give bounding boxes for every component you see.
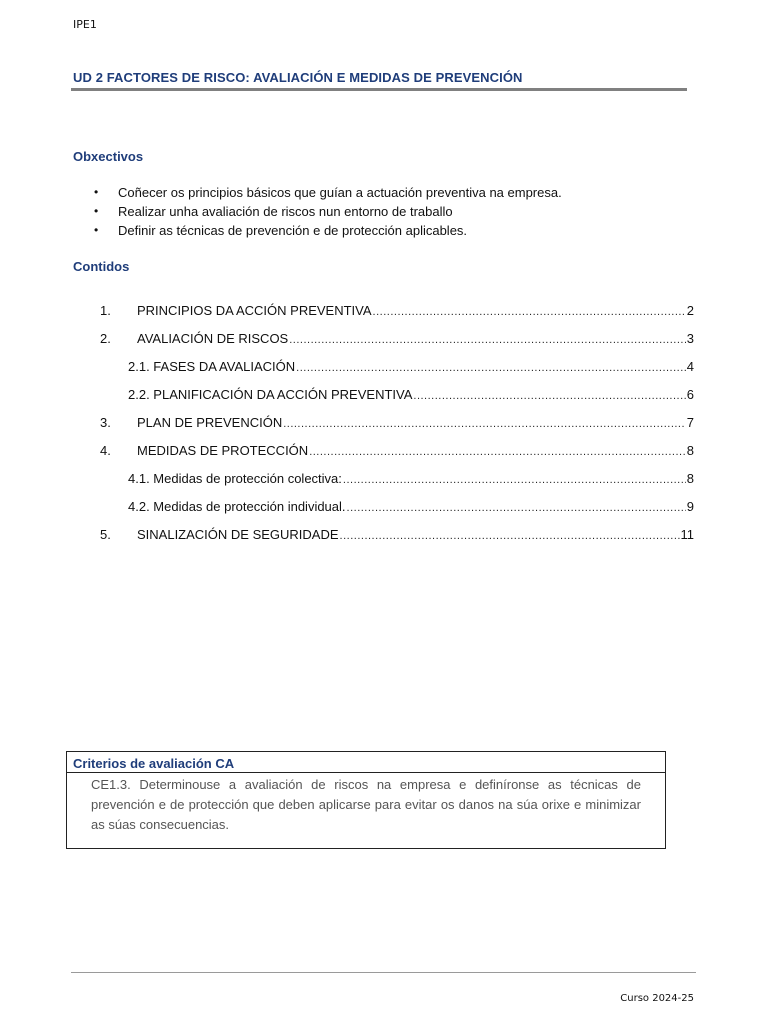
toc-page-number: 3 <box>686 331 694 346</box>
toc-number: 5. <box>100 527 111 542</box>
objective-text: Definir as técnicas de prevención e de protección aplicables. <box>118 223 468 238</box>
toc-number: 1. <box>100 303 111 318</box>
toc-label: SINALIZACIÓN DE SEGURIDADE <box>137 527 339 542</box>
toc-page-number: 7 <box>686 415 694 430</box>
objectives-heading: Obxectivos <box>73 149 144 164</box>
toc-entry[interactable] <box>100 329 694 349</box>
toc-leader-dots <box>296 358 686 378</box>
bullet-icon: • <box>94 223 99 237</box>
toc-leader-dots <box>347 498 686 518</box>
list-item <box>94 202 562 221</box>
toc-entry[interactable] <box>100 441 694 461</box>
objectives-list <box>94 183 562 240</box>
objective-text: Realizar unha avaliación de riscos nun entorno de traballo <box>118 204 453 219</box>
toc-leader-dots <box>373 302 686 322</box>
toc-page-number: 6 <box>686 387 694 402</box>
toc-leader-dots <box>309 442 686 462</box>
footer-rule <box>71 972 696 973</box>
toc-page-number: 8 <box>686 471 694 486</box>
toc-entry[interactable] <box>128 385 694 405</box>
document-code: IPE1 <box>73 18 97 31</box>
footer-course: Curso 2024-25 <box>620 993 694 1004</box>
toc-page-number: 8 <box>686 443 694 458</box>
toc-entry[interactable] <box>100 413 694 433</box>
toc-leader-dots <box>343 470 686 490</box>
criteria-divider <box>67 772 665 773</box>
bullet-icon: • <box>94 204 99 218</box>
toc-number: 3. <box>100 415 111 430</box>
toc-entry[interactable] <box>100 525 694 545</box>
toc-label: 2.1. FASES DA AVALIACIÓN <box>128 359 296 374</box>
toc-label: 2.2. PLANIFICACIÓN DA ACCIÓN PREVENTIVA <box>128 387 413 402</box>
toc-leader-dots <box>289 330 686 350</box>
toc-entry[interactable] <box>128 357 694 377</box>
toc-entry[interactable] <box>128 497 694 517</box>
list-item <box>94 183 562 202</box>
toc-page-number: 11 <box>680 527 694 542</box>
toc-label: PRINCIPIOS DA ACCIÓN PREVENTIVA <box>137 303 372 318</box>
contents-heading: Contidos <box>73 259 130 274</box>
criteria-box <box>66 751 666 849</box>
toc-entry[interactable] <box>128 469 694 489</box>
toc-label: MEDIDAS DE PROTECCIÓN <box>137 443 309 458</box>
toc-label: 4.1. Medidas de protección colectiva: <box>128 471 342 486</box>
toc-label: PLAN DE PREVENCIÓN <box>137 415 283 430</box>
toc-page-number: 2 <box>686 303 694 318</box>
title-underline <box>71 88 687 91</box>
list-item <box>94 221 562 240</box>
toc-leader-dots <box>413 386 685 406</box>
criteria-title: Criterios de avaliación CA <box>73 756 235 771</box>
toc-leader-dots <box>283 414 686 434</box>
objective-text: Coñecer os principios básicos que guían a actuación preventiva na empresa. <box>118 185 562 200</box>
toc-leader-dots <box>340 526 680 546</box>
criteria-text: CE1.3. Determinouse a avaliación de riscos na empresa e definíronse as técnicas de prevención e de protección que deben aplicarse para evitar os danos na súa orixe e minimizar as súas consecuencias. <box>91 777 641 832</box>
toc-number: 4. <box>100 443 111 458</box>
toc-label: 4.2. Medidas de protección individual. <box>128 499 346 514</box>
toc-number: 2. <box>100 331 111 346</box>
bullet-icon: • <box>94 185 99 199</box>
toc-label: AVALIACIÓN DE RISCOS <box>137 331 289 346</box>
toc-page-number: 4 <box>686 359 694 374</box>
toc-page-number: 9 <box>686 499 694 514</box>
toc-entry[interactable] <box>100 301 694 321</box>
unit-title: UD 2 FACTORES DE RISCO: AVALIACIÓN E MEDIDAS DE PREVENCIÓN <box>73 70 523 85</box>
